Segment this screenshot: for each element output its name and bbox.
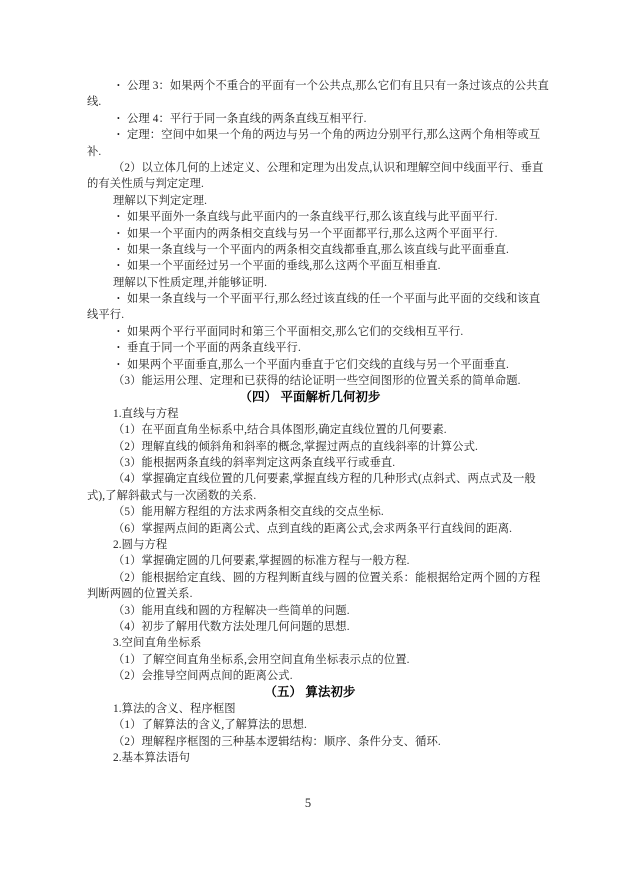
text-line: 线. xyxy=(87,96,102,109)
text-line: （6）掌握两点间的距离公式、点到直线的距离公式,会求两条平行直线间的距离. xyxy=(113,522,513,535)
text-line-content: 垂直于同一个平面的两条直线平行. xyxy=(127,342,301,355)
text-line: 1.直线与方程 xyxy=(113,407,179,420)
section-heading: （五） 算法初步 xyxy=(264,685,356,700)
bullet-icon: • xyxy=(117,212,120,222)
text-line-content: 公理 4：平行于同一条直线的两条直线互相平行. xyxy=(127,112,367,125)
text-line xyxy=(87,78,549,94)
text-line: （2）理解程序框图的三种基本逻辑结构：顺序、条件分支、循环. xyxy=(113,735,441,748)
text-line xyxy=(87,242,533,258)
text-line xyxy=(87,111,533,127)
bullet-icon: • xyxy=(117,261,120,271)
text-line: （2）以立体几何的上述定义、公理和定理为出发点,认识和理解空间中线面平行、垂直 xyxy=(113,161,544,174)
text-line xyxy=(87,291,541,307)
text-line: （2）能根据给定直线、圆的方程判断直线与圆的位置关系：能根据给定两个圆的方程 xyxy=(113,571,541,584)
bullet-icon: • xyxy=(117,294,120,304)
text-line-content: 如果平面外一条直线与此平面内的一条直线平行,那么该直线与此平面平行. xyxy=(127,211,498,224)
text-line-content: 如果一个平面内的两条相交直线与另一个平面都平行,那么这两个平面平行. xyxy=(127,227,498,240)
text-line: 判断两圆的位置关系. xyxy=(87,588,193,601)
text-line xyxy=(87,258,533,274)
text-line: 理解以下性质定理,并能够证明. xyxy=(113,276,268,289)
text-line: 线平行. xyxy=(87,309,125,322)
text-line xyxy=(87,324,533,340)
text-line: （5）能用解方程组的方法求两条相交直线的交点坐标. xyxy=(113,506,384,519)
text-line: （2）理解直线的倾斜角和斜率的概念,掌握过两点的直线斜率的计算公式. xyxy=(113,440,478,453)
text-line xyxy=(87,340,533,356)
text-line: （1）在平面直角坐标系中,结合具体图形,确定直线位置的几何要素. xyxy=(113,424,447,437)
text-line: （4）初步了解用代数方法处理几何问题的思想. xyxy=(113,620,350,633)
bullet-icon: • xyxy=(117,130,120,140)
text-line xyxy=(87,357,533,373)
bullet-icon: • xyxy=(117,326,120,336)
text-line: 1.算法的含义、程序框图 xyxy=(113,702,236,715)
text-line: 理解以下判定定理. xyxy=(113,194,208,207)
text-line: 补. xyxy=(87,145,102,158)
text-line-content: 如果两个平面垂直,那么一个平面内垂直于它们交线的直线与另一个平面垂直. xyxy=(127,358,509,371)
text-line-content: 如果两个平行平面同时和第三个平面相交,那么它们的交线相互平行. xyxy=(127,325,464,338)
text-line: （1）了解算法的含义,了解算法的思想. xyxy=(113,719,307,732)
text-line: 2.基本算法语句 xyxy=(113,752,191,765)
section-heading: （四） 平面解析几何初步 xyxy=(239,390,381,405)
text-line: 的有关性质与判定定理. xyxy=(87,178,204,191)
text-block xyxy=(87,78,549,766)
text-line-content: 定理：空间中如果一个角的两边与另一个角的两边分别平行,那么这两个角相等或互 xyxy=(127,129,541,142)
bullet-icon: • xyxy=(117,343,120,353)
text-line-content: 公理 3：如果两个不重合的平面有一个公共点,那么它们有且只有一条过该点的公共直 xyxy=(127,80,549,92)
bullet-icon: • xyxy=(117,81,120,90)
text-line-content: 如果一条直线与一个平面内的两条相交直线都垂直,那么该直线与此平面垂直. xyxy=(127,243,509,256)
text-line: （4）掌握确定直线位置的几何要素,掌握直线方程的几种形式(点斜式、两点式及一般 xyxy=(113,473,536,486)
bullet-icon: • xyxy=(117,359,120,369)
text-line: 2.圆与方程 xyxy=(113,538,168,551)
text-line: （1）掌握确定圆的几何要素,掌握圆的标准方程与一般方程. xyxy=(113,555,410,568)
text-line: （3）能运用公理、定理和已获得的结论证明一些空间图形的位置关系的简单命题. xyxy=(113,375,521,388)
bullet-icon: • xyxy=(117,244,120,254)
text-line xyxy=(87,226,533,242)
text-line: 式),了解斜截式与一次函数的关系. xyxy=(87,489,257,502)
text-line: 3.空间直角坐标系 xyxy=(113,637,202,650)
text-line xyxy=(87,127,541,143)
text-line: （3）能根据两条直线的斜率判定这两条直线平行或垂直. xyxy=(113,456,396,469)
bullet-icon: • xyxy=(117,113,120,123)
text-line-content: 如果一个平面经过另一个平面的垂线,那么这两个平面互相垂直. xyxy=(127,260,441,273)
bullet-icon: • xyxy=(117,228,120,238)
text-line: （3）能用直线和圆的方程解决一些简单的问题. xyxy=(113,604,350,617)
text-line: （1）了解空间直角坐标系,会用空间直角坐标表示点的位置. xyxy=(113,653,410,666)
text-line-content: 如果一条直线与一个平面平行,那么经过该直线的任一个平面与此平面的交线和该直 xyxy=(127,293,541,306)
text-line: （2）会推导空间两点间的距离公式. xyxy=(113,670,293,683)
text-line xyxy=(87,209,533,225)
page-number: 5 xyxy=(304,796,312,810)
